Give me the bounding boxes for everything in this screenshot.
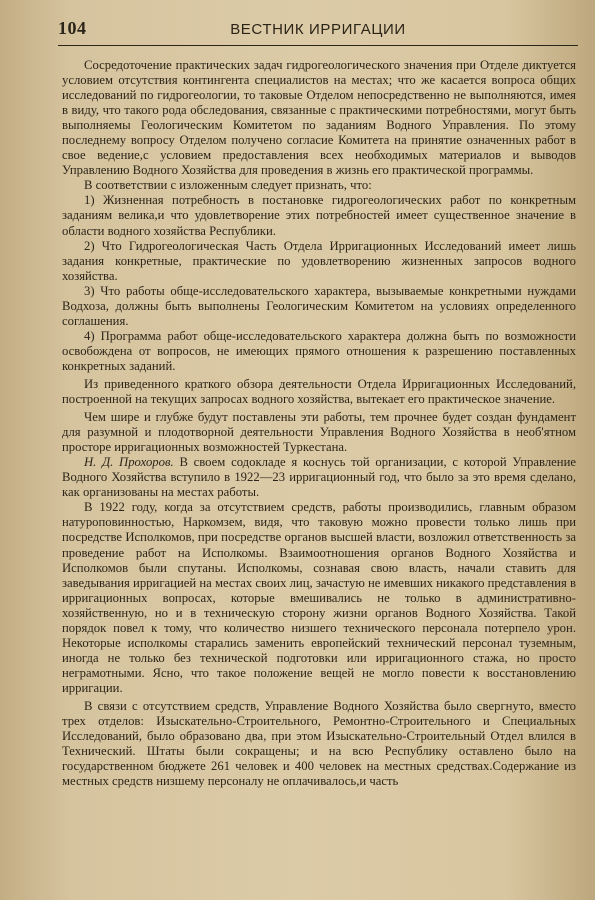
journal-title: ВЕСТНИК ИРРИГАЦИИ	[230, 21, 406, 38]
paragraph-3: 1) Жизненная потребность в постановке гидрогеологических работ по конкретным заданиям велика,и что удовлетворение этих потребностей имеет существенное значение в области водного хозяйства Республики.	[62, 193, 576, 238]
paragraph-2: В соответствии с изложенным следует признать, что:	[84, 178, 372, 193]
paragraph-8: Чем шире и глубже будут поставлены эти работы, тем прочнее будет создан фундамент для разумной и плодотворной деятельности Управления Водного Хозяйства в необ'ятном просторе ирригационных возможностей Туркестана.	[62, 410, 576, 455]
page-number: 104	[58, 18, 87, 38]
body-text	[62, 58, 576, 789]
page-header	[58, 14, 578, 44]
paragraph-9-text: В своем содокладе я коснусь той организации, с которой Управление Водного Хозяйства вступило в 1922—23 ирригационный год, что было за это время сделано, как организованы на местах работы.	[62, 455, 577, 500]
paragraph-11: В связи с отсутствием средств, Управление Водного Хозяйства было свергнуто, вместо трех отделов: Изыскательно-Строительного, Ремонтно-Строительного и Специальных Исследований, было образовано два, при этом Изыскательно-Строительный Отдел влился в Технический. Штаты были сокращены; и на всю Республику оставлено было на государственном бюджете 261 человек и 400 человек на местных средствах.Содержание из местных средств низшему персоналу не оплачивалось,и часть	[62, 698, 576, 789]
paragraph-4: 2) Что Гидрогеологическая Часть Отдела Ирригационных Исследований имеет лишь задания конкретные, практические по удовлетворению жизненных запросов водного хозяйства.	[62, 238, 576, 283]
header-rule	[58, 45, 578, 46]
paragraph-9	[62, 455, 576, 500]
paragraph-7: Из приведенного краткого обзора деятельности Отдела Ирригационных Исследований, построенной на текущих запросах водного хозяйства, вытекает его практическое значение.	[62, 376, 576, 407]
paragraph-10: В 1922 году, когда за отсутствием средств, работы производились, главным образом натуроповинностью, Наркомзем, видя, что таковую можно провести только лишь при посредстве Исполкомов, при посредстве органов высшей власти, возложил ответственность за проведение работ на Исполкомы. Взаимоотношения органов Водного Хозяйства и Исполкомов были спутаны. Исполкомы, сознавая свою власть, начали ставить для заведывания ирригацией на местах своих лиц, зачастую не имевших никакого представления в ирригационных вопросах, которые вмешивались не только в административно-хозяйственную, но и в техническую сторону жизни органов Водного Хозяйства. Такой порядок повел к тому, что количество низшего технического персонала потерпело урон. Некоторые исполкомы старались заменить европейский технический персонал туземным, иногда не только без технической подготовки или ирригационного стажа, но просто неграмотными. Ясно, что такое положение вещей не могло повести к восстановлению ирригации.	[62, 500, 576, 695]
paragraph-5: 3) Что работы обще-исследовательского характера, вызываемые конкретными нуждами Водхоза, должны быть выполнены Геологическим Комитетом на условиях определенного соглашения.	[62, 283, 576, 328]
paragraph-1: Сосредоточение практических задач гидрогеологического значения при Отделе диктуется условием отсутствия контингента специалистов на местах; что же касается вопроса общих исследований по гидрогеологии, то таковые Отделом непосредственно не выполняются, имея в виду, что такого рода обследования, связанные с практическими потребностями, могут быть выполняемы Геологическим Комитетом по заданиям Водного Управления. По этому последнему вопросу Отделом получено согласие Комитета на принятие означенных работ в свое ведение,с условием предоставления всех необходимых материалов и выводов Управлению Водного Хозяйства для проведения в жизнь его практической программы.	[62, 58, 576, 178]
paragraph-6: 4) Программа работ обще-исследовательского характера должна быть по возможности освобождена от вопросов, не имеющих прямого отношения к разрешению поставленных конкретных заданий.	[62, 328, 576, 373]
speaker-name: Н. Д. Прохоров.	[84, 455, 174, 470]
